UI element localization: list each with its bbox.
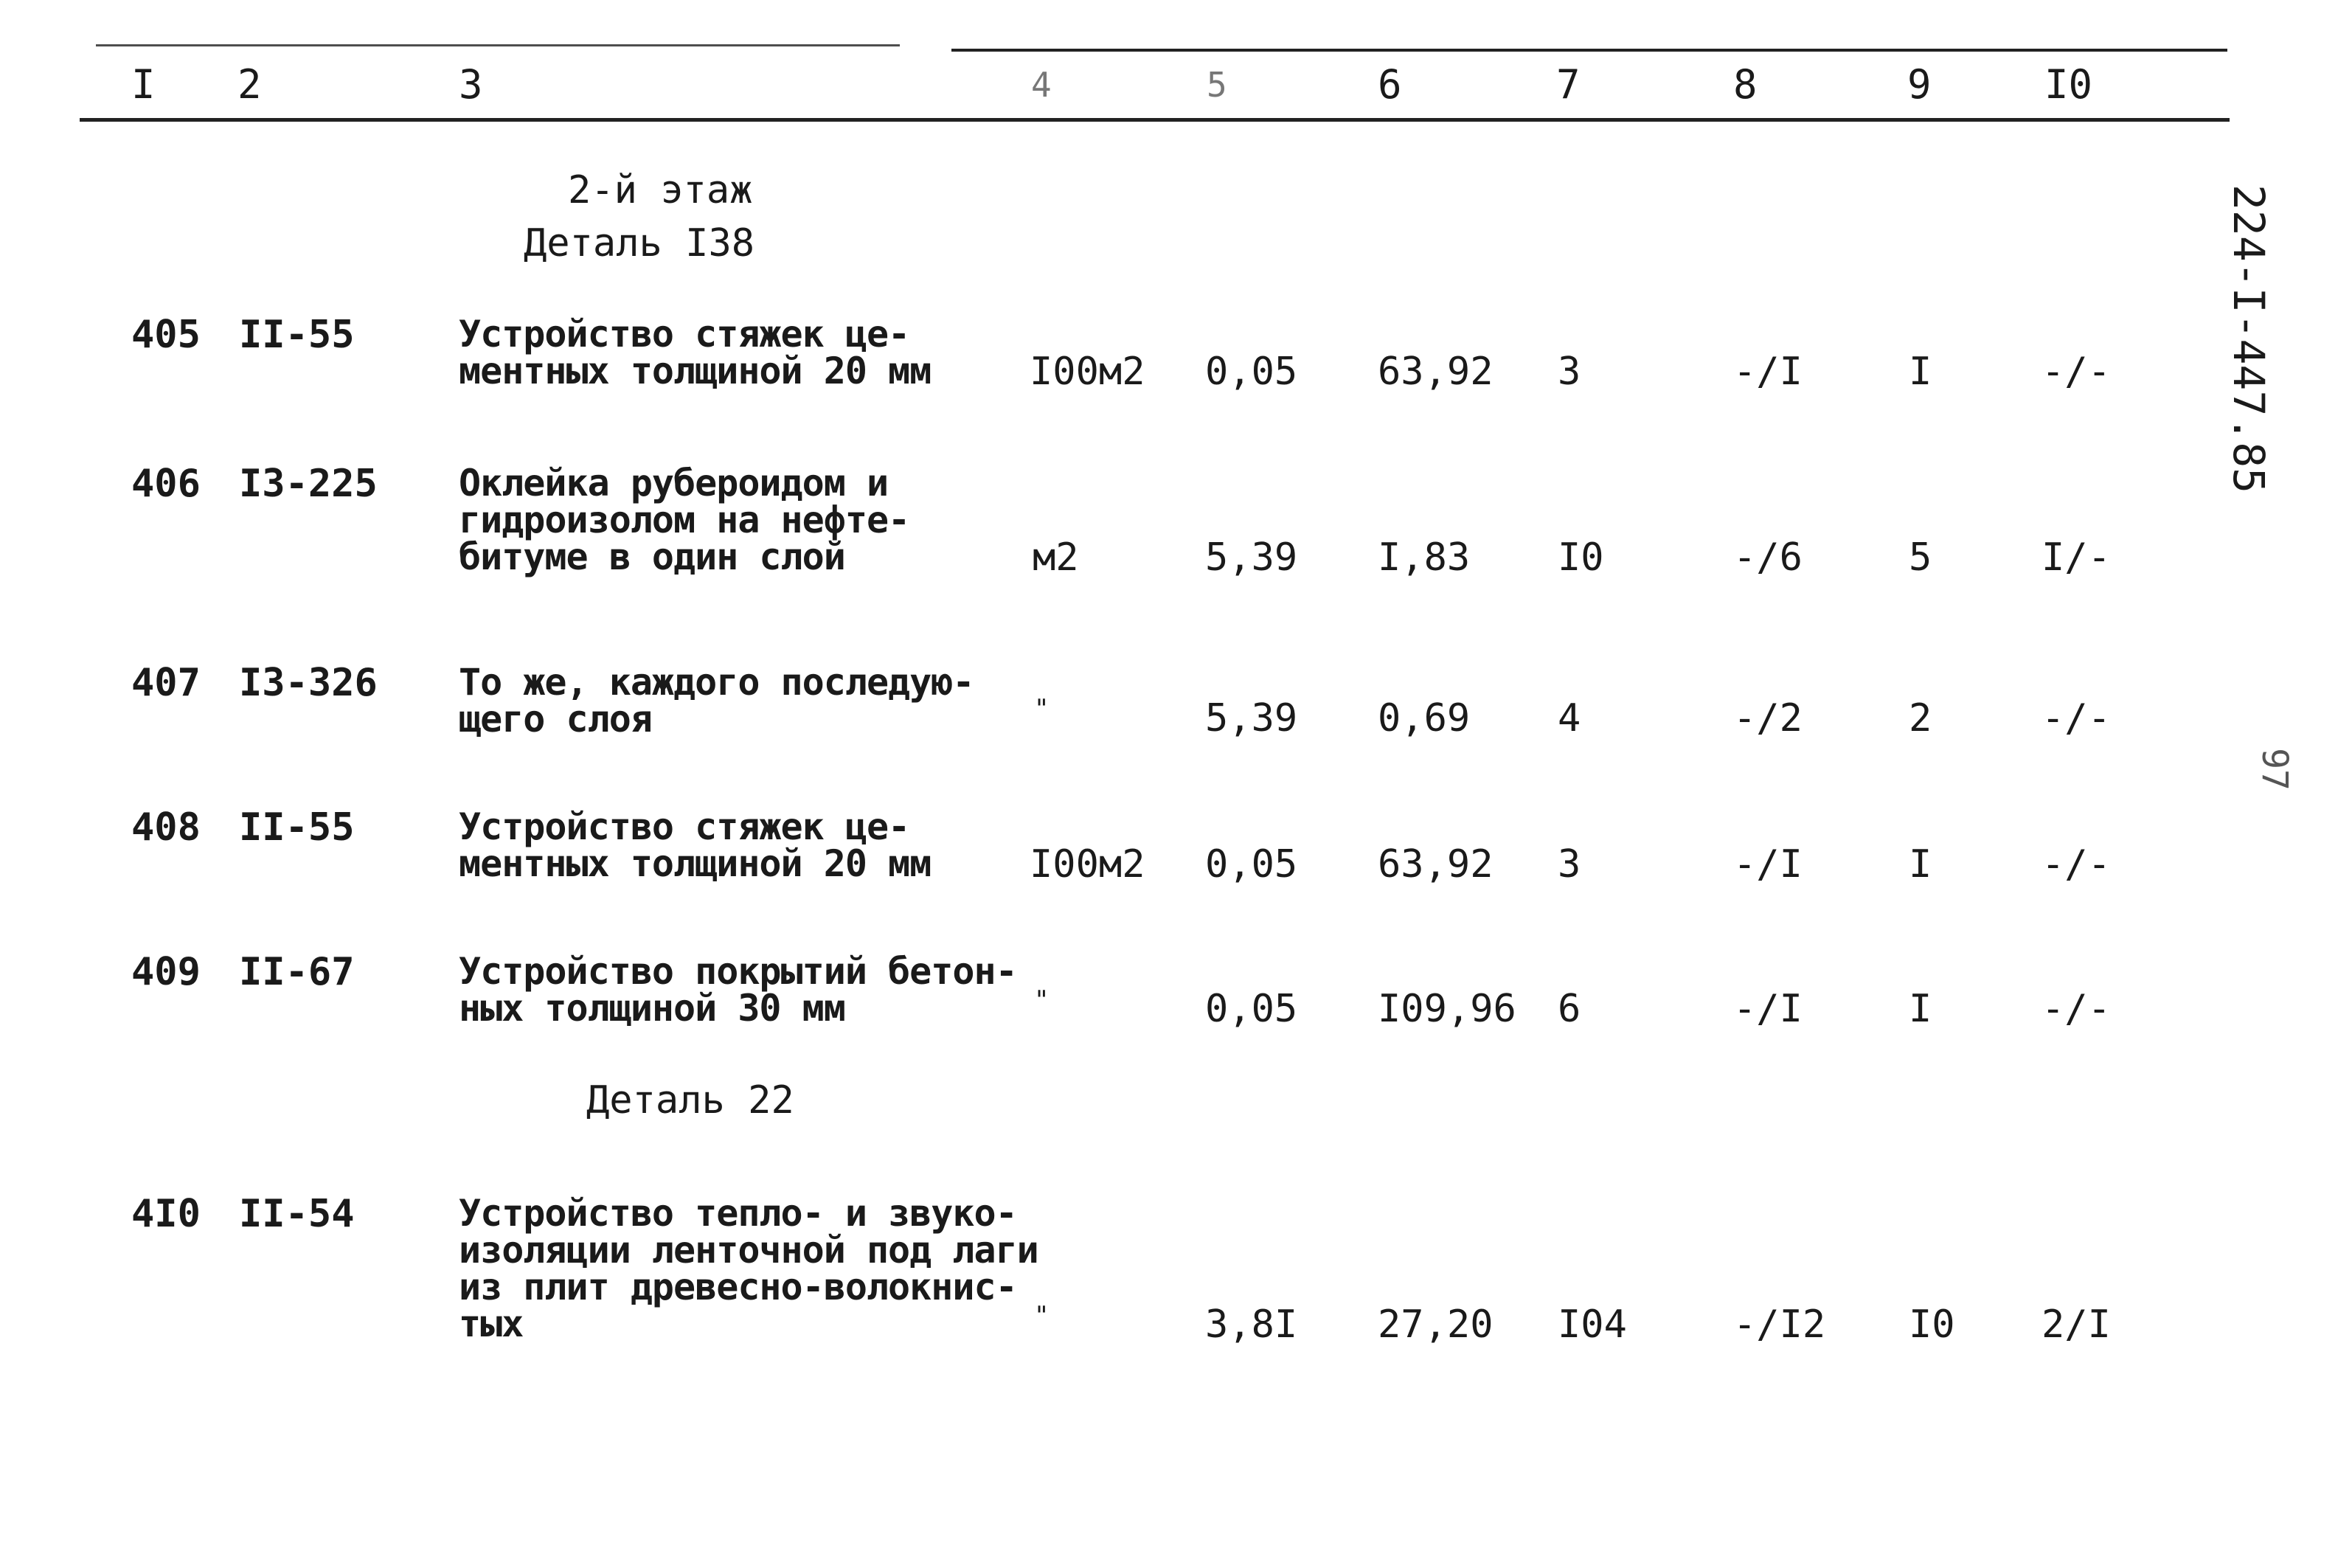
- quantity: 5,39: [1205, 535, 1298, 580]
- document-code: 224-I-447.85: [2224, 184, 2274, 494]
- description-line: Устройство стяжек це-: [459, 805, 910, 848]
- col-7-value: I0: [1558, 535, 1604, 580]
- description-line: битуме в один слой: [459, 535, 845, 578]
- description-line: ментных толщиной 20 мм: [459, 842, 932, 885]
- description-line: Оклейка рубероидом и: [459, 462, 889, 504]
- description-line: Устройство тепло- и звуко-: [459, 1192, 1017, 1235]
- header-top-rule-right: [951, 49, 2227, 52]
- col-10-value: -/-: [2041, 842, 2111, 887]
- description-line: Устройство покрытий бетон-: [459, 950, 1017, 993]
- description-line: ментных толщиной 20 мм: [459, 350, 932, 392]
- quantity: 5,39: [1205, 696, 1298, 740]
- unit: ": [1034, 985, 1050, 1015]
- unit-price: 27,20: [1378, 1302, 1494, 1347]
- col-8-value: -/I2: [1733, 1302, 1826, 1347]
- unit: ": [1034, 694, 1050, 724]
- unit-price: I09,96: [1378, 987, 1516, 1031]
- col-7-value: 3: [1558, 842, 1581, 887]
- col-header-3: 3: [459, 61, 483, 108]
- norm-code: II-54: [239, 1192, 355, 1236]
- col-header-4: 4: [1031, 65, 1052, 105]
- col-9-value: I0: [1909, 1302, 1955, 1347]
- floor-heading: 2-й этаж: [568, 168, 753, 212]
- col-8-value: -/2: [1733, 696, 1803, 740]
- unit-price: 0,69: [1378, 696, 1471, 740]
- quantity: 0,05: [1205, 987, 1298, 1031]
- row-number: 409: [131, 950, 201, 994]
- quantity: 3,8I: [1205, 1302, 1298, 1347]
- unit: I00м2: [1030, 350, 1145, 394]
- col-10-value: -/-: [2041, 350, 2111, 394]
- col-9-value: I: [1909, 842, 1932, 887]
- unit: ": [1034, 1301, 1050, 1331]
- col-header-6: 6: [1378, 61, 1402, 108]
- col-header-9: 9: [1907, 61, 1932, 108]
- description-line: То же, каждого последую-: [459, 661, 974, 704]
- col-9-value: 2: [1909, 696, 1932, 740]
- description-line: Устройство стяжек це-: [459, 313, 910, 355]
- detail-heading: Деталь I38: [524, 221, 755, 266]
- norm-code: I3-326: [239, 661, 378, 705]
- header-bottom-rule: [80, 118, 2230, 122]
- description-line: щего слоя: [459, 698, 652, 740]
- row-number: 408: [131, 805, 201, 850]
- col-10-value: -/-: [2041, 696, 2111, 740]
- col-9-value: I: [1909, 350, 1932, 394]
- norm-code: II-55: [239, 313, 355, 357]
- description-line: ных толщиной 30 мм: [459, 987, 845, 1030]
- col-9-value: I: [1909, 987, 1932, 1031]
- col-10-value: -/-: [2041, 987, 2111, 1031]
- col-header-7: 7: [1556, 61, 1581, 108]
- col-7-value: 6: [1558, 987, 1581, 1031]
- unit-price: 63,92: [1378, 350, 1494, 394]
- row-number: 406: [131, 462, 201, 506]
- col-7-value: 4: [1558, 696, 1581, 740]
- col-header-10: I0: [2044, 61, 2093, 108]
- col-10-value: I/-: [2041, 535, 2111, 580]
- description-line: из плит древесно-волокнис-: [459, 1266, 1017, 1308]
- col-8-value: -/6: [1733, 535, 1803, 580]
- col-header-5: 5: [1207, 65, 1227, 105]
- col-8-value: -/I: [1733, 842, 1803, 887]
- description-line: изоляции ленточной под лаги: [459, 1229, 1038, 1272]
- row-number: 405: [131, 313, 201, 357]
- col-10-value: 2/I: [2041, 1302, 2111, 1347]
- col-7-value: 3: [1558, 350, 1581, 394]
- norm-code: II-67: [239, 950, 355, 994]
- description-line: гидроизолом на нефте-: [459, 499, 910, 541]
- unit-price: 63,92: [1378, 842, 1494, 887]
- description-line: тых: [459, 1302, 524, 1345]
- header-top-rule-left: [96, 44, 900, 46]
- row-number: 4I0: [131, 1192, 201, 1236]
- unit-price: I,83: [1378, 535, 1471, 580]
- col-7-value: I04: [1558, 1302, 1627, 1347]
- col-9-value: 5: [1909, 535, 1932, 580]
- row-number: 407: [131, 661, 201, 705]
- norm-code: II-55: [239, 805, 355, 850]
- col-header-2: 2: [237, 61, 262, 108]
- norm-code: I3-225: [239, 462, 378, 506]
- page-number: 97: [2253, 748, 2295, 791]
- quantity: 0,05: [1205, 842, 1298, 887]
- col-8-value: -/I: [1733, 350, 1803, 394]
- col-header-8: 8: [1733, 61, 1758, 108]
- unit: м2: [1033, 535, 1079, 580]
- col-8-value: -/I: [1733, 987, 1803, 1031]
- detail-heading-2: Деталь 22: [586, 1078, 794, 1123]
- unit: I00м2: [1030, 842, 1145, 887]
- quantity: 0,05: [1205, 350, 1298, 394]
- col-header-1: I: [131, 61, 156, 108]
